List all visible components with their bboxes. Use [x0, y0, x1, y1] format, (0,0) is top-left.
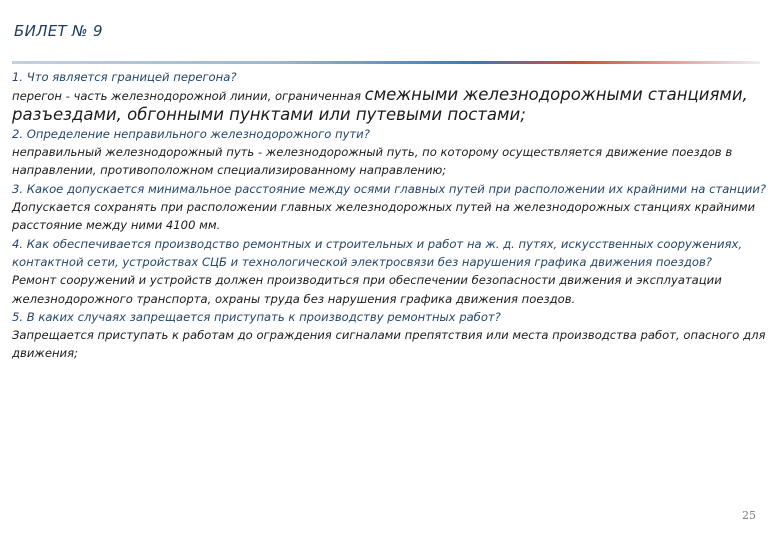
question-3: 3. Какое допускается минимальное расстояние между осями главных путей при расположении их крайними на станции?: [12, 181, 767, 196]
answer-4: Ремонт сооружений и устройств должен производиться при обеспечении безопасности движения и эксплуатации железнодорожного транспорта, охраны труда без нарушения графика движения поездов.: [12, 273, 722, 306]
question-4: 4. Как обеспечивается производство ремонтных и строительных и работ на ж. д. путях, искусственных сооружениях, контактной сети, устройствах СЦБ и технологической электросвязи без нарушения графика движения поездов?: [12, 236, 743, 269]
question-1: 1. Что является границей перегона?: [12, 70, 237, 84]
title-divider: [12, 61, 760, 64]
ticket-content: [12, 68, 770, 363]
answer-1: [12, 86, 770, 125]
question-2: 2. Определение неправильного железнодорожного пути?: [12, 126, 370, 141]
answer-2: неправильный железнодорожный путь - железнодорожный путь, по которому осуществляется движение поездов в направлении, противоположном специализированному направлению;: [12, 145, 733, 178]
answer-1-small-text: перегон - часть железнодорожной линии, ограниченная: [12, 89, 365, 104]
answer-5: Запрещается приступать к работам до ограждения сигналами препятствия или места производства работ, опасного для движения;: [12, 328, 766, 361]
answer-3: Допускается сохранять при расположении главных железнодорожных путей на железнодорожных станциях крайними расстояние между ними 4100 мм.: [12, 200, 755, 233]
answer-1-large-text: смежными железнодорожными станциями, разъездами, обгонными пунктами или путевыми постами;: [12, 85, 748, 124]
page-number: 25: [742, 509, 756, 522]
ticket-title: БИЛЕТ № 9: [14, 22, 103, 40]
question-5: 5. В каких случаях запрещается приступать к производству ремонтных работ?: [12, 309, 501, 324]
